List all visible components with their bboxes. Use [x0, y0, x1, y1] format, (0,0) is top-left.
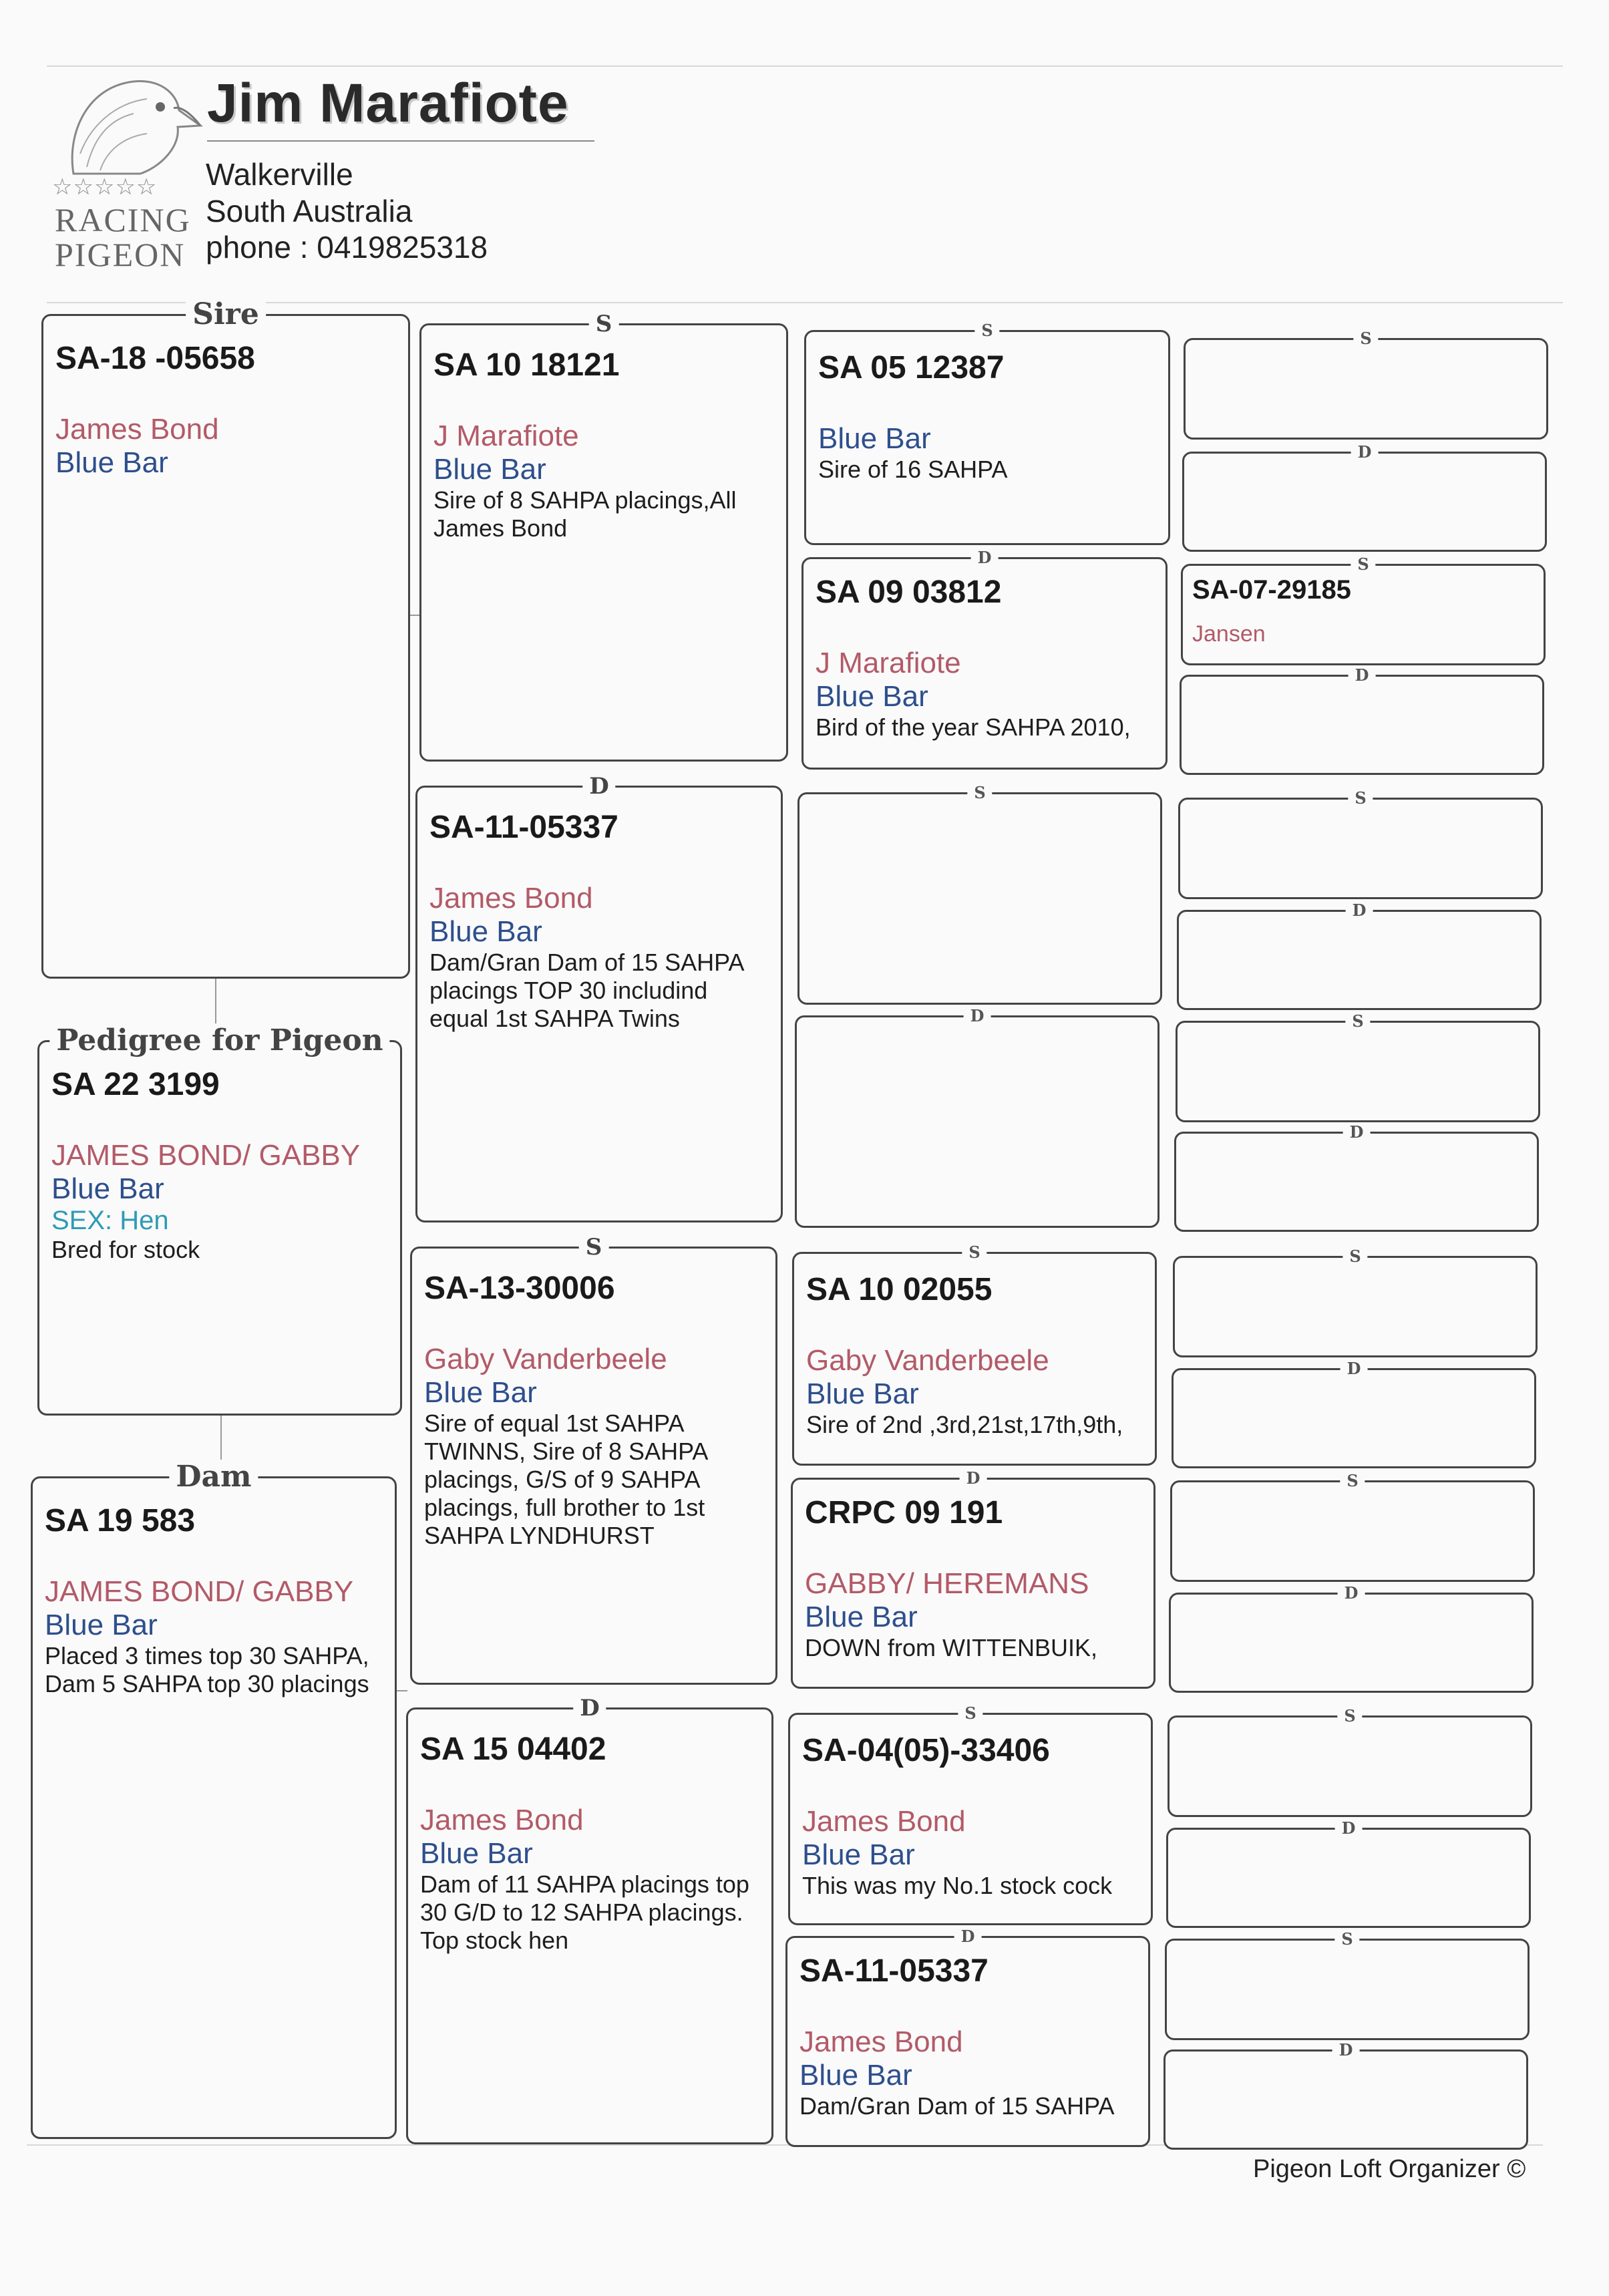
- gen3-box-5[interactable]: [792, 1243, 1157, 1466]
- sex-label: SEX:: [51, 1206, 113, 1235]
- gen4-box-9[interactable]: [1173, 1247, 1538, 1357]
- gen3-1-title: S: [974, 321, 999, 340]
- gen3-6-title: D: [960, 1469, 987, 1488]
- gen4-10-title: D: [1340, 1359, 1368, 1378]
- gen3-6-notes: DOWN from WITTENBUIK,: [805, 1634, 1097, 1661]
- gen4-box-10[interactable]: [1172, 1359, 1536, 1468]
- dam-band: SA 19 583: [45, 1503, 196, 1538]
- logo-text-pigeon: PIGEON: [55, 236, 186, 273]
- dam-sire-box[interactable]: [410, 1234, 777, 1685]
- gen4-box-6[interactable]: [1177, 900, 1542, 1010]
- sire-sire-notes: Sire of 8 SAHPA placings,All James Bond: [433, 486, 737, 542]
- gen4-9-title: S: [1343, 1247, 1367, 1266]
- sire-sire-box[interactable]: [419, 311, 788, 762]
- subject-breeder: JAMES BOND/ GABBY: [51, 1139, 361, 1172]
- gen3-6-color: Blue Bar: [805, 1601, 918, 1633]
- gen3-box-3[interactable]: [797, 783, 1162, 1005]
- gen4-box-13[interactable]: [1168, 1706, 1532, 1817]
- racing-pigeon-logo: [47, 73, 194, 273]
- subject-notes: Bred for stock: [51, 1236, 200, 1263]
- subject-box[interactable]: [37, 1023, 402, 1416]
- gen3-8-title: D: [954, 1927, 982, 1946]
- sire-dam-title: D: [582, 773, 615, 800]
- gen4-box-15[interactable]: [1165, 1929, 1530, 2040]
- dam-color: Blue Bar: [45, 1609, 158, 1641]
- gen3-8-notes: Dam/Gran Dam of 15 SAHPA: [799, 2092, 1115, 2120]
- sire-breeder: James Bond: [55, 413, 219, 446]
- gen3-2-breeder: J Marafiote: [816, 647, 961, 679]
- gen3-7-band: SA-04(05)-33406: [802, 1733, 1050, 1768]
- gen4-box-16[interactable]: [1164, 2040, 1528, 2150]
- gen3-8-band: SA-11-05337: [799, 1953, 989, 1989]
- sire-dam-box[interactable]: [415, 773, 783, 1222]
- gen3-7-breeder: James Bond: [802, 1805, 966, 1838]
- address-line-2: South Australia: [206, 194, 413, 228]
- sire-color: Blue Bar: [55, 446, 168, 479]
- subject-title: Pedigree for Pigeon: [49, 1023, 389, 1058]
- gen4-box-8[interactable]: [1174, 1122, 1539, 1232]
- gen4-box-3[interactable]: [1181, 554, 1546, 665]
- gen3-5-title: S: [962, 1243, 987, 1262]
- gen4-11-title: S: [1340, 1472, 1365, 1490]
- gen3-1-notes: Sire of 16 SAHPA: [818, 456, 1008, 483]
- gen3-3-title: S: [967, 784, 992, 802]
- gen4-3-band: SA-07-29185: [1192, 575, 1351, 605]
- logo-text-racing: RACING: [55, 201, 191, 238]
- sire-sire-color: Blue Bar: [433, 453, 546, 486]
- gen4-box-12[interactable]: [1169, 1583, 1534, 1693]
- phone-number: phone : 0419825318: [206, 230, 488, 265]
- gen3-4-title: D: [964, 1007, 991, 1025]
- gen4-box-4[interactable]: [1180, 665, 1544, 775]
- gen3-6-breeder: GABBY/ HEREMANS: [805, 1567, 1089, 1600]
- gen3-box-6[interactable]: [791, 1468, 1155, 1689]
- gen3-2-notes: Bird of the year SAHPA 2010,: [816, 713, 1131, 741]
- sire-sire-title: S: [589, 311, 619, 337]
- gen3-6-band: CRPC 09 191: [805, 1495, 1003, 1530]
- owner-name: Jim Marafiote: [207, 73, 569, 134]
- gen4-7-title: S: [1345, 1012, 1370, 1031]
- subject-sex: [51, 1206, 392, 1236]
- dam-dam-title: D: [573, 1695, 606, 1721]
- gen4-1-title: S: [1353, 329, 1378, 348]
- sire-dam-band: SA-11-05337: [429, 810, 618, 845]
- gen4-12-title: D: [1338, 1584, 1365, 1603]
- gen4-5-title: S: [1348, 789, 1373, 808]
- gen4-14-title: D: [1335, 1819, 1363, 1838]
- dam-to-gen2-connector: [397, 1690, 407, 1691]
- address-line-1: Walkerville: [206, 157, 353, 192]
- sire-band: SA-18 -05658: [55, 341, 255, 376]
- gen3-box-7[interactable]: [788, 1703, 1153, 1925]
- dam-sire-breeder: Gaby Vanderbeele: [424, 1343, 667, 1375]
- sire-sire-breeder: J Marafiote: [433, 420, 579, 452]
- footer-credit: Pigeon Loft Organizer ©: [1253, 2155, 1526, 2183]
- gen3-8-breeder: James Bond: [799, 2025, 963, 2058]
- gen3-2-color: Blue Bar: [816, 680, 928, 713]
- sex-value: Hen: [120, 1206, 169, 1235]
- gen4-box-11[interactable]: [1170, 1471, 1535, 1582]
- gen4-box-14[interactable]: [1166, 1818, 1531, 1928]
- sire-box[interactable]: [41, 297, 410, 979]
- dam-dam-box[interactable]: [406, 1695, 773, 2144]
- sire-dam-color: Blue Bar: [429, 915, 542, 948]
- dam-dam-breeder: James Bond: [420, 1804, 584, 1836]
- dam-dam-band: SA 15 04402: [420, 1732, 606, 1767]
- gen3-1-band: SA 05 12387: [818, 350, 1005, 385]
- gen3-2-band: SA 09 03812: [816, 575, 1002, 610]
- gen3-5-notes: Sire of 2nd ,3rd,21st,17th,9th,: [806, 1411, 1123, 1438]
- gen4-2-title: D: [1351, 443, 1379, 462]
- dam-sire-color: Blue Bar: [424, 1376, 537, 1409]
- gen4-15-title: S: [1334, 1930, 1359, 1949]
- dam-title: Dam: [169, 1460, 258, 1494]
- gen3-box-1[interactable]: [804, 321, 1170, 545]
- gen3-box-4[interactable]: [795, 1006, 1159, 1228]
- gen4-6-title: D: [1346, 901, 1373, 920]
- gen3-7-notes: This was my No.1 stock cock: [802, 1872, 1113, 1899]
- gen4-box-2[interactable]: [1182, 442, 1547, 552]
- gen4-3-breeder: Jansen: [1192, 621, 1266, 647]
- name-underline: [207, 140, 594, 142]
- gen4-3-title: S: [1351, 555, 1375, 574]
- dam-dam-color: Blue Bar: [420, 1837, 533, 1870]
- dam-sire-band: SA-13-30006: [424, 1271, 615, 1306]
- sire-title: Sire: [186, 297, 266, 332]
- subject-band: SA 22 3199: [51, 1067, 220, 1102]
- gen4-box-5[interactable]: [1178, 788, 1543, 899]
- gen4-box-7[interactable]: [1176, 1011, 1540, 1122]
- gen3-8-color: Blue Bar: [799, 2059, 912, 2092]
- dam-sire-notes: Sire of equal 1st SAHPA TWINNS, Sire of 8 SAHPA placings, G/S of 9 SAHPA placings, full brother to 1st SAHPA LYNDHURST: [424, 1410, 707, 1549]
- dam-breeder: JAMES BOND/ GABBY: [45, 1575, 354, 1608]
- gen4-4-title: D: [1349, 666, 1376, 685]
- gen3-5-color: Blue Bar: [806, 1377, 919, 1410]
- gen3-7-color: Blue Bar: [802, 1838, 915, 1871]
- dam-dam-notes: Dam of 11 SAHPA placings top 30 G/D to 12 SAHPA placings. Top stock hen: [420, 1870, 749, 1954]
- sire-sire-band: SA 10 18121: [433, 347, 620, 383]
- top-rule: [47, 65, 1563, 67]
- gen4-box-1[interactable]: [1184, 329, 1548, 440]
- dam-box[interactable]: [31, 1460, 397, 2139]
- gen3-2-title: D: [971, 548, 999, 567]
- gen4-16-title: D: [1332, 2041, 1360, 2060]
- gen3-box-8[interactable]: [785, 1927, 1150, 2147]
- dam-notes: Placed 3 times top 30 SAHPA, Dam 5 SAHPA top 30 placings: [45, 1642, 369, 1697]
- dam-sire-title: S: [579, 1234, 609, 1261]
- gen3-box-2[interactable]: [801, 548, 1168, 770]
- gen3-1-color: Blue Bar: [818, 422, 931, 455]
- gen4-8-title: D: [1343, 1123, 1371, 1142]
- logo-stars: ☆☆☆☆☆: [52, 174, 158, 200]
- sire-to-gen2-connector: [410, 615, 419, 616]
- header-rule: [47, 302, 1563, 303]
- gen3-5-band: SA 10 02055: [806, 1272, 993, 1307]
- gen3-7-title: S: [958, 1704, 982, 1723]
- gen3-5-breeder: Gaby Vanderbeele: [806, 1344, 1049, 1377]
- pigeon-head-icon: [60, 73, 207, 180]
- sire-dam-breeder: James Bond: [429, 882, 593, 915]
- gen4-13-title: S: [1337, 1707, 1362, 1726]
- subject-color: Blue Bar: [51, 1172, 164, 1205]
- sire-dam-notes: Dam/Gran Dam of 15 SAHPA placings TOP 30 includind equal 1st SAHPA Twins: [429, 949, 743, 1032]
